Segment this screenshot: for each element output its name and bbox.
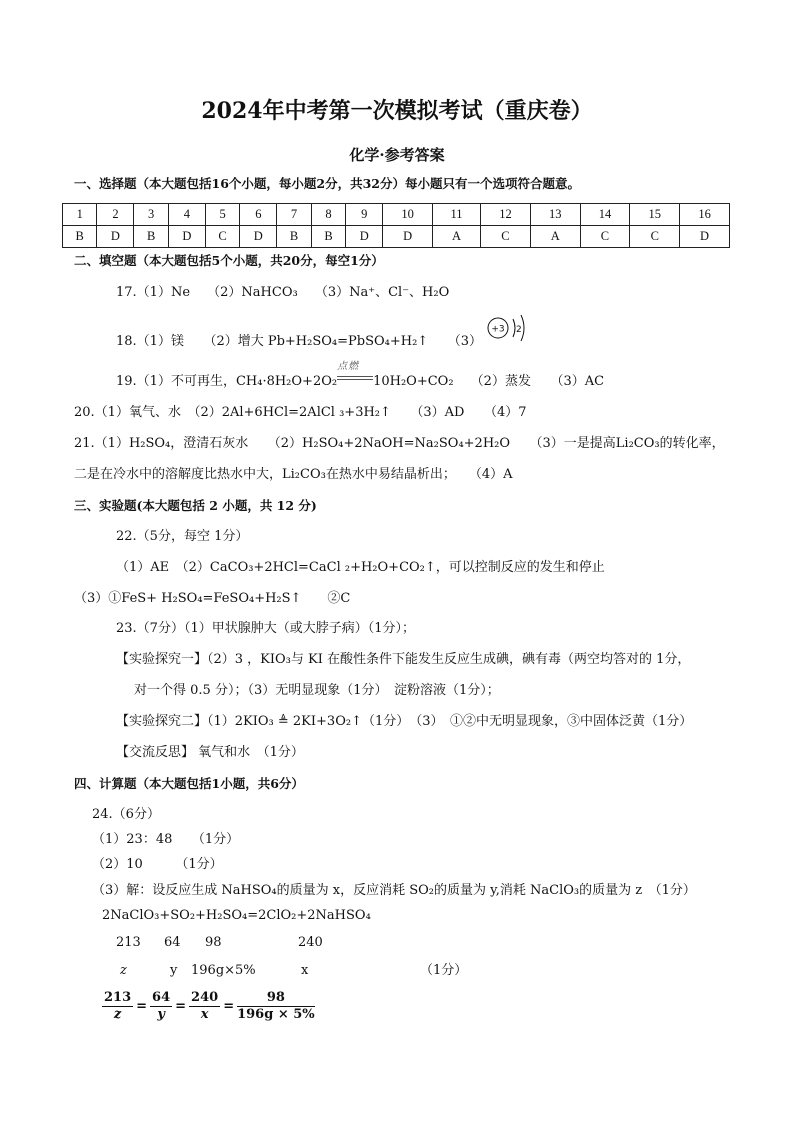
answer-cell: A: [432, 226, 480, 248]
question-number-cell: 16: [680, 204, 730, 226]
answer-20: 20.（1）氧气、水 （2）2Al+6HCl=2AlCl ₃+3H₂↑ （3）AD （4）7: [74, 405, 527, 420]
answer-table-number-row: [63, 204, 730, 226]
question-number-cell: 11: [432, 204, 480, 226]
question-number-cell: 12: [481, 204, 531, 226]
ignite-condition-arrow: [337, 361, 373, 385]
fraction-numerator: 240: [191, 990, 219, 1005]
section4-heading: 四、计算题（本大题包括1小题，共6分）: [74, 776, 304, 791]
answer-cell: C: [580, 226, 630, 248]
equals-sign: =: [223, 998, 235, 1014]
answer-21-line2: 二是在冷水中的溶解度比热水中大，Li₂CO₃在热水中易结晶析出； （4）A: [74, 467, 513, 482]
answer-table-answer-row: [63, 226, 730, 248]
answer-cell: D: [240, 226, 277, 248]
answer-23-reflection: 【交流反思】 氧气和水 （1分）: [116, 745, 304, 760]
answer-cell: D: [168, 226, 205, 248]
fraction: [189, 990, 220, 1022]
answer-22-header: 22.（5分，每空 1分）: [116, 529, 249, 544]
answer-cell: A: [530, 226, 580, 248]
proportion-equation: [102, 990, 315, 1022]
section3-heading: 三、实验题(本大题包括 2 小题，共 12 分): [74, 498, 317, 513]
answer-cell: C: [630, 226, 680, 248]
molar-mass-98: 98: [205, 935, 222, 950]
answer-21-line1: 21.（1）H₂SO₄，澄清石灰水 （2）H₂SO₄+2NaOH=Na₂SO₄+2H₂O （3）一是提高Li₂CO₃的转化率，: [74, 436, 725, 451]
answer-cell: B: [277, 226, 311, 248]
answer-23-explore2: 【实验探究二】（1）2KIO₃ ≜ 2KI+3O₂↑（1分） （3） ①②中无明显现象，③中固体泛黄（1分）: [116, 714, 693, 729]
question-number-cell: 2: [97, 204, 134, 226]
molar-mass-240: 240: [298, 935, 323, 950]
fraction-numerator: 213: [104, 990, 132, 1005]
answer-17: 17.（1）Ne （2）NaHCO₃ （3）Na⁺、Cl⁻、H₂O: [116, 285, 450, 300]
molar-mass-64: 64: [164, 935, 181, 950]
page-subtitle: 化学·参考答案: [349, 146, 445, 164]
reaction-equation: 2NaClO₃+SO₂+H₂SO₄=2ClO₂+2NaHSO₄: [102, 908, 371, 923]
ignite-label: 点燃: [337, 361, 360, 372]
question-number-cell: 14: [580, 204, 630, 226]
answer-24-part2: （2）10 （1分）: [92, 857, 223, 872]
question-number-cell: 6: [240, 204, 277, 226]
fraction-denominator: x: [200, 1006, 209, 1022]
answer-cell: B: [63, 226, 97, 248]
question-number-cell: 13: [530, 204, 580, 226]
atom-core-label: +3: [491, 324, 505, 335]
answer-cell: C: [481, 226, 531, 248]
answer-cell: C: [205, 226, 239, 248]
answer-cell: D: [97, 226, 134, 248]
answer-cell: D: [383, 226, 433, 248]
molar-mass-213: 213: [116, 935, 141, 950]
question-number-cell: 10: [383, 204, 433, 226]
answer-18-text: 18.（1）镁 （2）增大 Pb+H₂SO₄=PbSO₄+H₂↑ （3）: [116, 334, 482, 349]
question-number-cell: 15: [630, 204, 680, 226]
atom-structure-diagram: [482, 310, 532, 346]
fraction: [237, 990, 315, 1022]
answer-23-explore1-a: 【实验探究一】（2）3 ，KIO₃与 KI 在酸性条件下能发生反应生成碘，碘有毒（两空均答对的 1分，: [116, 652, 691, 667]
answer-23-explore1-b: 对一个得 0.5 分）；（3）无明显现象（1分） 淀粉溶液（1分）；: [134, 683, 500, 698]
question-number-cell: 9: [346, 204, 383, 226]
fraction: [102, 990, 133, 1022]
score-note: （1分）: [420, 963, 468, 978]
answer-cell: D: [680, 226, 730, 248]
fraction-numerator: 64: [152, 990, 171, 1005]
equals-sign: =: [175, 998, 187, 1014]
atom-shell-count: 2: [516, 325, 522, 335]
answer-cell: D: [346, 226, 383, 248]
answer-19-part2: 10H₂O+CO₂ （2）蒸发 （3）AC: [373, 374, 605, 389]
variable-x: x: [301, 963, 309, 978]
question-number-cell: 8: [311, 204, 345, 226]
answer-22-line2: （3）①FeS+ H₂SO₄=FeSO₄+H₂S↑ ②C: [74, 591, 351, 606]
answer-24-header: 24.（6分）: [92, 807, 160, 822]
question-number-cell: 4: [168, 204, 205, 226]
answer-24-part1: （1）23：48 （1分）: [92, 832, 240, 847]
answer-cell: B: [311, 226, 345, 248]
section2-heading: 二、填空题（本大题包括5个小题，共20分，每空1分）: [74, 253, 384, 268]
variable-z: z: [120, 963, 127, 978]
section1-heading: 一、选择题（本大题包括16个小题，每小题2分，共32分）每小题只有一个选项符合题意。: [74, 176, 580, 191]
fraction: [150, 990, 172, 1022]
answer-18: [116, 334, 482, 350]
fraction-denominator: y: [157, 1006, 165, 1022]
variable-y: y: [170, 963, 178, 978]
answer-cell: B: [134, 226, 168, 248]
equals-sign: =: [136, 998, 148, 1014]
answer-19: [116, 361, 605, 390]
fraction-denominator: z: [113, 1006, 122, 1022]
page-title: 2024年中考第一次模拟考试（重庆卷）: [201, 98, 593, 124]
question-number-cell: 5: [205, 204, 239, 226]
answer-24-part3: （3）解：设反应生成 NaHSO₄的质量为 x，反应消耗 SO₂的质量为 y,消耗 NaClO₃的质量为 z （1分）: [92, 883, 696, 898]
question-number-cell: 3: [134, 204, 168, 226]
fraction-denominator: 196g × 5%: [237, 1006, 315, 1022]
answer-22-line1: （1）AE （2）CaCO₃+2HCl=CaCl ₂+H₂O+CO₂↑，可以控制反应的发生和停止: [116, 560, 605, 575]
answer-23-line1: 23.（7分）（1）甲状腺肿大（或大脖子病）（1分）；: [116, 621, 415, 636]
answer-table: [62, 203, 730, 248]
question-number-cell: 1: [63, 204, 97, 226]
fraction-numerator: 98: [237, 990, 315, 1007]
answer-19-part1: 19.（1）不可再生，CH₄·8H₂O+2O₂: [116, 374, 338, 389]
variable-mass: 196g×5%: [191, 963, 256, 978]
question-number-cell: 7: [277, 204, 311, 226]
